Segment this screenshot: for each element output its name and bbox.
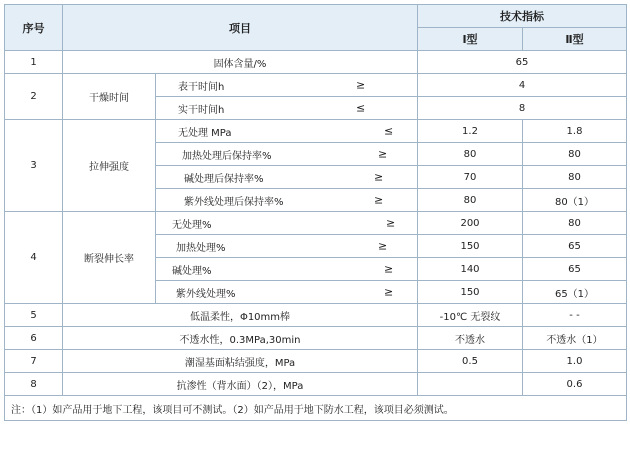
comparison-symbol: ≥ bbox=[374, 170, 384, 184]
table-row bbox=[5, 350, 627, 373]
row-subitem bbox=[156, 166, 418, 189]
value-type1: 200 bbox=[418, 212, 523, 235]
note-row bbox=[5, 396, 627, 421]
row-item: 抗渗性（背水面）（2），MPa bbox=[63, 373, 418, 396]
row-value: 8 bbox=[418, 97, 627, 120]
comparison-symbol: ≥ bbox=[384, 262, 394, 276]
spec-table bbox=[4, 4, 627, 421]
table-row bbox=[5, 74, 627, 97]
header-type2: Ⅱ型 bbox=[523, 28, 627, 51]
value-type1 bbox=[418, 373, 523, 396]
value-type1: 140 bbox=[418, 258, 523, 281]
subitem-label: 碱处理后保持率% bbox=[184, 173, 264, 185]
row-subitem bbox=[156, 143, 418, 166]
value-type2: 65 bbox=[523, 235, 627, 258]
subitem-label: 紫外线处理% bbox=[176, 288, 236, 300]
subitem-label: 实干时间h bbox=[178, 104, 225, 116]
table-row bbox=[5, 304, 627, 327]
footnote: 注：（1）如产品用于地下工程，该项目可不测试。（2）如产品用于地下防水工程，该项目必须测试。 bbox=[5, 396, 627, 421]
row-item: 固体含量/% bbox=[63, 51, 418, 74]
value-type2: 1.8 bbox=[523, 120, 627, 143]
row-subitem bbox=[156, 97, 418, 120]
subitem-label: 紫外线处理后保持率% bbox=[184, 196, 284, 208]
value-type1: 150 bbox=[418, 281, 523, 304]
subitem-label: 表干时间h bbox=[178, 81, 225, 93]
comparison-symbol: ≤ bbox=[356, 101, 366, 115]
value-type1: 80 bbox=[418, 143, 523, 166]
row-no: 8 bbox=[5, 373, 63, 396]
row-group: 干燥时间 bbox=[63, 74, 156, 120]
value-type1: 不透水 bbox=[418, 327, 523, 350]
subitem-label: 无处理% bbox=[172, 219, 212, 231]
header-no: 序号 bbox=[5, 5, 63, 51]
row-subitem bbox=[156, 212, 418, 235]
value-type2: 0.6 bbox=[523, 373, 627, 396]
header-spec: 技术指标 bbox=[418, 5, 627, 28]
value-type2: 65 bbox=[523, 258, 627, 281]
row-no: 6 bbox=[5, 327, 63, 350]
header-type1: Ⅰ型 bbox=[418, 28, 523, 51]
row-item: 低温柔性，Φ10mm棒 bbox=[63, 304, 418, 327]
value-type2: 1.0 bbox=[523, 350, 627, 373]
row-no: 1 bbox=[5, 51, 63, 74]
value-type2: 不透水（1） bbox=[523, 327, 627, 350]
row-no: 7 bbox=[5, 350, 63, 373]
comparison-symbol: ≥ bbox=[374, 193, 384, 207]
value-type1: -10℃ 无裂纹 bbox=[418, 304, 523, 327]
subitem-label: 加热处理% bbox=[176, 242, 226, 254]
value-type2: 80 bbox=[523, 143, 627, 166]
value-type1: 150 bbox=[418, 235, 523, 258]
comparison-symbol: ≤ bbox=[384, 124, 394, 138]
subitem-label: 碱处理% bbox=[172, 265, 212, 277]
comparison-symbol: ≥ bbox=[356, 78, 366, 92]
row-subitem bbox=[156, 189, 418, 212]
row-value: 4 bbox=[418, 74, 627, 97]
value-type1: 1.2 bbox=[418, 120, 523, 143]
subitem-label: 无处理 MPa bbox=[178, 127, 232, 139]
row-item: 潮湿基面粘结强度，MPa bbox=[63, 350, 418, 373]
row-no: 2 bbox=[5, 74, 63, 120]
row-subitem bbox=[156, 120, 418, 143]
value-type2: 65（1） bbox=[523, 281, 627, 304]
value-type2: 80（1） bbox=[523, 189, 627, 212]
table-row bbox=[5, 120, 627, 143]
row-no: 5 bbox=[5, 304, 63, 327]
value-type2: 80 bbox=[523, 166, 627, 189]
comparison-symbol: ≥ bbox=[378, 147, 388, 161]
spec-table-container bbox=[4, 4, 626, 421]
table-row bbox=[5, 51, 627, 74]
header-item: 项目 bbox=[63, 5, 418, 51]
row-item: 不透水性，0.3MPa,30min bbox=[63, 327, 418, 350]
value-type2: - - bbox=[523, 304, 627, 327]
comparison-symbol: ≥ bbox=[384, 285, 394, 299]
row-no: 4 bbox=[5, 212, 63, 304]
row-subitem bbox=[156, 258, 418, 281]
comparison-symbol: ≥ bbox=[378, 239, 388, 253]
value-type1: 70 bbox=[418, 166, 523, 189]
value-type1: 0.5 bbox=[418, 350, 523, 373]
table-row bbox=[5, 373, 627, 396]
row-subitem bbox=[156, 281, 418, 304]
subitem-label: 加热处理后保持率% bbox=[182, 150, 272, 162]
row-subitem bbox=[156, 235, 418, 258]
table-row bbox=[5, 327, 627, 350]
row-subitem bbox=[156, 74, 418, 97]
value-type2: 80 bbox=[523, 212, 627, 235]
value-type1: 80 bbox=[418, 189, 523, 212]
row-no: 3 bbox=[5, 120, 63, 212]
row-group: 断裂伸长率 bbox=[63, 212, 156, 304]
comparison-symbol: ≥ bbox=[386, 216, 396, 230]
header-row bbox=[5, 5, 627, 28]
table-row bbox=[5, 212, 627, 235]
row-group: 拉伸强度 bbox=[63, 120, 156, 212]
row-value: 65 bbox=[418, 51, 627, 74]
